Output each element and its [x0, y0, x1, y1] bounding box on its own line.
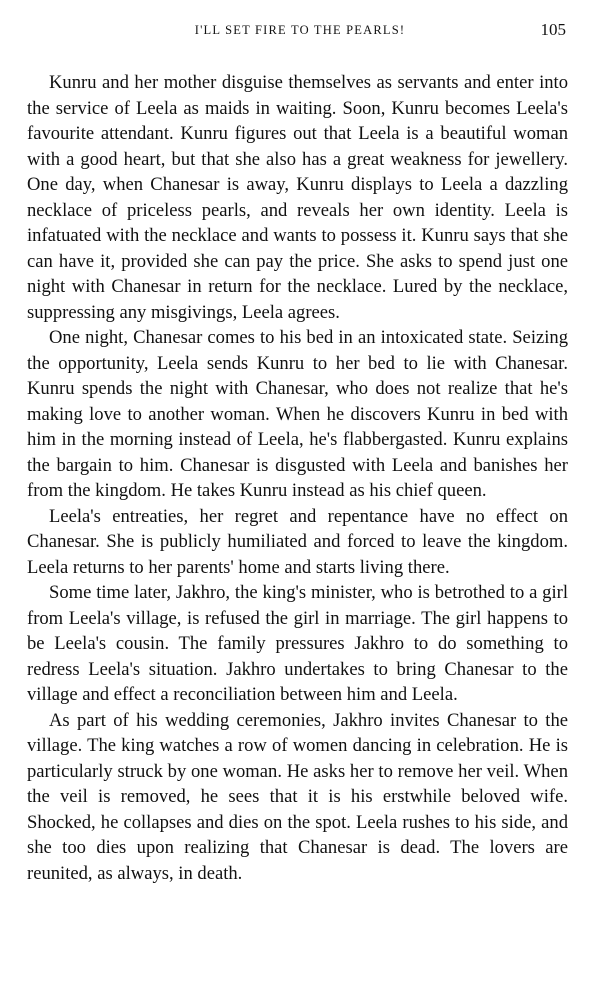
- paragraph-3: Leela's entreaties, her regret and repentance have no effect on Chanesar. She is publicly humiliated and forced to leave the kingdom. Leela returns to her parents' home and starts living there.: [27, 505, 568, 578]
- paragraph-5: As part of his wedding ceremonies, Jakhro invites Chanesar to the village. The king watches a row of women dancing in celebration. He is particularly struck by one woman. He asks her to remove her veil. When the veil is removed, he sees that it is his erstwhile beloved wife. Shocked, he collapses and dies on the spot. Leela rushes to his side, and she too dies upon realizing that Chanesar is dead. The lovers are reunited, as always, in death.: [27, 709, 568, 884]
- page-number: 105: [540, 20, 566, 39]
- paragraph-1: Kunru and her mother disguise themselves as servants and enter into the service of Leela as maids in waiting. Soon, Kunru becomes Leela's favourite attendant. Kunru figures out that Leela is a beautiful woman with a good heart, but that she also has a great weakness for jewellery. One day, when Chanesar is away, Kunru displays to Leela a dazzling necklace of priceless pearls, and reveals her own identity. Leela is infatuated with the necklace and wants to possess it. Kunru says that she can have it, provided she can pay the price. She asks to spend just one night with Chanesar in return for the necklace. Lured by the necklace, suppressing any misgivings, Leela agrees.: [27, 72, 568, 323]
- running-title: I'LL SET FIRE TO THE PEARLS!: [194, 23, 406, 37]
- running-head: [30, 20, 570, 42]
- paragraph-4: Some time later, Jakhro, the king's minister, who is betrothed to a girl from Leela's village, is refused the girl in marriage. The girl happens to be Leela's cousin. The family pressures Jakhro to do something to redress Leela's situation. Jakhro undertakes to bring Chanesar to the village and effect a reconciliation between him and Leela.: [27, 582, 568, 705]
- paragraph-2: One night, Chanesar comes to his bed in an intoxicated state. Seizing the opportunity, Leela sends Kunru to her bed to lie with Chanesar. Kunru spends the night with Chanesar, who does not realize that he's making love to another woman. When he discovers Kunru in bed with him in the morning instead of Leela, he's flabbergasted. Kunru explains the bargain to him. Chanesar is disgusted with Leela and banishes her from the kingdom. He takes Kunru instead as his chief queen.: [27, 327, 568, 501]
- body-text: [27, 70, 568, 886]
